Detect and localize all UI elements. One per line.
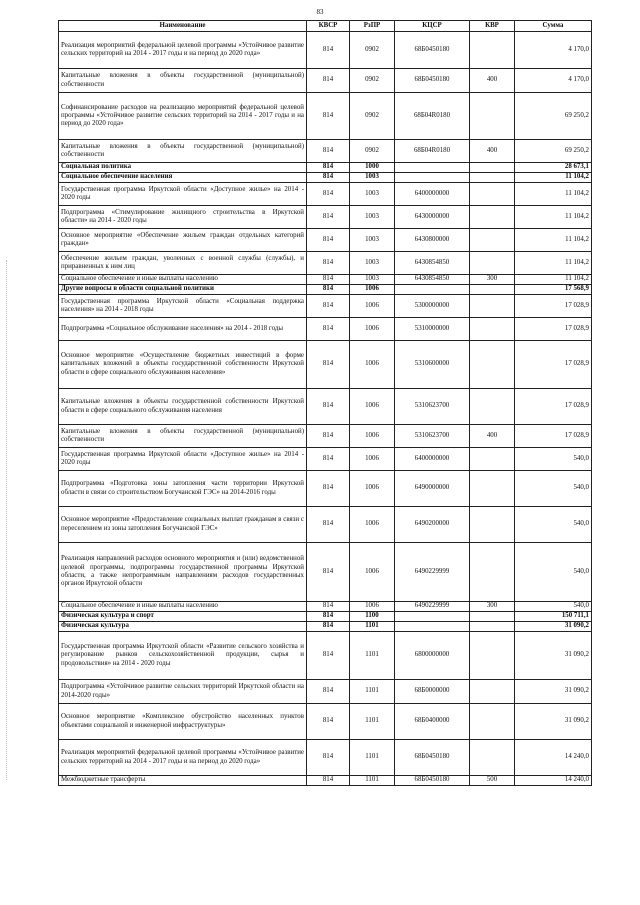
cell-rzpr: 0902 xyxy=(350,32,395,69)
cell-sum: 17 028,9 xyxy=(515,341,592,389)
cell-name: Социальная политика xyxy=(59,163,307,173)
cell-kvsr: 814 xyxy=(307,229,350,252)
cell-name: Капитальные вложения в объекты государственной (муниципальной) собственности xyxy=(59,140,307,163)
cell-kcsr xyxy=(395,163,470,173)
cell-rzpr: 1101 xyxy=(350,680,395,704)
cell-name: Капитальные вложения в объекты государственной (муниципальной) собственности xyxy=(59,425,307,448)
table-row xyxy=(59,448,592,471)
cell-kcsr xyxy=(395,285,470,295)
table-body xyxy=(59,32,592,786)
table-row xyxy=(59,206,592,229)
cell-kcsr: 68Б0450180 xyxy=(395,776,470,786)
cell-sum: 14 240,0 xyxy=(515,740,592,776)
cell-name: Основное мероприятие «Обеспечение жильем граждан отдельных категорий граждан» xyxy=(59,229,307,252)
header-kcsr: КЦСР xyxy=(395,21,470,32)
cell-kvsr: 814 xyxy=(307,252,350,275)
page-number: 83 xyxy=(316,8,324,16)
cell-name: Подпрограмма «Стимулирование жилищного строительства в Иркутской области» на 2014 - 2020 годы xyxy=(59,206,307,229)
cell-kvsr: 814 xyxy=(307,295,350,318)
cell-name: Основное мероприятие «Комплексное обустройство населенных пунктов объектами социальной и инженерной инфраструктуры» xyxy=(59,704,307,740)
cell-sum: 17 028,9 xyxy=(515,318,592,341)
cell-kvr xyxy=(470,285,515,295)
cell-kcsr: 6430854850 xyxy=(395,275,470,285)
table-row xyxy=(59,612,592,622)
cell-sum: 69 250,2 xyxy=(515,140,592,163)
cell-sum: 31 090,2 xyxy=(515,632,592,680)
cell-kvr xyxy=(470,632,515,680)
cell-rzpr: 1003 xyxy=(350,229,395,252)
cell-rzpr: 1003 xyxy=(350,275,395,285)
cell-name: Капитальные вложения в объекты государственной собственности Иркутской области в сфере социального обслуживания населения xyxy=(59,389,307,425)
cell-rzpr: 1003 xyxy=(350,206,395,229)
cell-sum: 28 673,1 xyxy=(515,163,592,173)
cell-kcsr: 6800000000 xyxy=(395,632,470,680)
cell-name: Реализация направлений расходов основного мероприятия и (или) ведомственной целевой программы, подпрограммы государственной программы Иркутской области, а также непрограммным направлениям расходов государственных органов Иркутской области xyxy=(59,543,307,602)
table-row xyxy=(59,295,592,318)
cell-rzpr: 1101 xyxy=(350,622,395,632)
cell-kvsr: 814 xyxy=(307,69,350,93)
cell-kvr: 300 xyxy=(470,602,515,612)
cell-rzpr: 1006 xyxy=(350,295,395,318)
cell-rzpr: 1006 xyxy=(350,507,395,543)
cell-sum: 17 028,9 xyxy=(515,295,592,318)
table-row xyxy=(59,776,592,786)
cell-kcsr: 6400000000 xyxy=(395,448,470,471)
cell-kcsr: 6490229999 xyxy=(395,543,470,602)
cell-name: Обеспечение жильем граждан, уволенных с военной службы (службы), и приравненных к ним лиц xyxy=(59,252,307,275)
cell-rzpr: 1006 xyxy=(350,285,395,295)
table-row xyxy=(59,140,592,163)
cell-sum: 4 170,0 xyxy=(515,32,592,69)
cell-kvsr: 814 xyxy=(307,140,350,163)
table-row xyxy=(59,252,592,275)
cell-kvsr: 814 xyxy=(307,448,350,471)
table-row xyxy=(59,471,592,507)
cell-rzpr: 1003 xyxy=(350,173,395,183)
cell-rzpr: 1100 xyxy=(350,612,395,622)
cell-sum: 14 240,0 xyxy=(515,776,592,786)
margin-scan-artifact xyxy=(6,260,9,780)
cell-kvsr: 814 xyxy=(307,93,350,140)
cell-rzpr: 0902 xyxy=(350,69,395,93)
cell-name: Реализация мероприятий федеральной целевой программы «Устойчивое развитие сельских территорий на 2014 - 2017 годы и на период до 2020 года» xyxy=(59,740,307,776)
table-row xyxy=(59,622,592,632)
table-row xyxy=(59,632,592,680)
cell-sum: 11 104,2 xyxy=(515,206,592,229)
cell-kvsr: 814 xyxy=(307,622,350,632)
cell-kvr xyxy=(470,163,515,173)
cell-kcsr: 6490000000 xyxy=(395,471,470,507)
cell-kvsr: 814 xyxy=(307,680,350,704)
header-kvr: КВР xyxy=(470,21,515,32)
cell-name: Реализация мероприятий федеральной целевой программы «Устойчивое развитие сельских территорий на 2014 - 2017 годы и на период до 2020 года» xyxy=(59,32,307,69)
cell-kcsr: 68Б0450180 xyxy=(395,32,470,69)
cell-kcsr: 6400000000 xyxy=(395,183,470,206)
cell-kvsr: 814 xyxy=(307,275,350,285)
cell-kvsr: 814 xyxy=(307,173,350,183)
cell-kvr xyxy=(470,389,515,425)
cell-sum: 11 104,2 xyxy=(515,173,592,183)
cell-kvsr: 814 xyxy=(307,341,350,389)
cell-kcsr: 5310623700 xyxy=(395,389,470,425)
cell-name: Государственная программа Иркутской области «Доступное жилье» на 2014 - 2020 годы xyxy=(59,448,307,471)
cell-name: Подпрограмма «Устойчивое развитие сельских территорий Иркутской области на 2014-2020 годы» xyxy=(59,680,307,704)
cell-kvsr: 814 xyxy=(307,389,350,425)
cell-kvr xyxy=(470,229,515,252)
cell-kvr xyxy=(470,318,515,341)
cell-sum: 540,0 xyxy=(515,507,592,543)
table-row xyxy=(59,543,592,602)
cell-rzpr: 1006 xyxy=(350,448,395,471)
cell-kvr xyxy=(470,183,515,206)
cell-rzpr: 0902 xyxy=(350,93,395,140)
cell-kcsr: 68Б0450180 xyxy=(395,740,470,776)
cell-kcsr xyxy=(395,173,470,183)
cell-kvsr: 814 xyxy=(307,183,350,206)
cell-kvr xyxy=(470,173,515,183)
cell-kvr xyxy=(470,93,515,140)
cell-kcsr: 6490200000 xyxy=(395,507,470,543)
cell-name: Капитальные вложения в объекты государственной (муниципальной) собственности xyxy=(59,69,307,93)
table-row xyxy=(59,318,592,341)
cell-sum: 17 028,9 xyxy=(515,389,592,425)
table-row xyxy=(59,69,592,93)
cell-sum: 540,0 xyxy=(515,543,592,602)
cell-kvr: 400 xyxy=(470,425,515,448)
cell-sum: 11 104,2 xyxy=(515,275,592,285)
cell-name: Государственная программа Иркутской области «Социальная поддержка населения» на 2014 - 2018 годы xyxy=(59,295,307,318)
cell-kcsr: 5300000000 xyxy=(395,295,470,318)
header-name: Наименование xyxy=(59,21,307,32)
cell-kcsr: 5310600000 xyxy=(395,341,470,389)
cell-kvsr: 814 xyxy=(307,471,350,507)
cell-name: Подпрограмма «Социальное обслуживание населения» на 2014 - 2018 годы xyxy=(59,318,307,341)
table-row xyxy=(59,93,592,140)
cell-kvsr: 814 xyxy=(307,543,350,602)
cell-name: Государственная программа Иркутской области «Развитие сельского хозяйства и регулирование рынков сельскохозяйственной продукции, сырья и продовольствия» на 2014 - 2020 годы xyxy=(59,632,307,680)
cell-kvsr: 814 xyxy=(307,425,350,448)
cell-sum: 31 090,2 xyxy=(515,680,592,704)
cell-rzpr: 1006 xyxy=(350,543,395,602)
cell-rzpr: 1006 xyxy=(350,602,395,612)
table-row xyxy=(59,341,592,389)
cell-kvr: 300 xyxy=(470,275,515,285)
cell-kvr xyxy=(470,206,515,229)
cell-rzpr: 1006 xyxy=(350,341,395,389)
cell-kvsr: 814 xyxy=(307,740,350,776)
cell-rzpr: 1003 xyxy=(350,183,395,206)
cell-name: Основное мероприятие «Предоставление социальных выплат гражданам в связи с переселением из зоны затопления Богучанской ГЭС» xyxy=(59,507,307,543)
table-row xyxy=(59,740,592,776)
cell-name: Основное мероприятие «Осуществление бюджетных инвестиций в форме капитальных вложений в объекты государственной собственности Иркутской области в сфере социального обслуживания населения» xyxy=(59,341,307,389)
cell-kcsr: 6430000000 xyxy=(395,206,470,229)
cell-kvr: 400 xyxy=(470,140,515,163)
cell-rzpr: 1101 xyxy=(350,776,395,786)
cell-rzpr: 1101 xyxy=(350,740,395,776)
cell-kvr xyxy=(470,252,515,275)
cell-name: Социальное обеспечение и иные выплаты населению xyxy=(59,602,307,612)
table-row xyxy=(59,285,592,295)
cell-sum: 69 250,2 xyxy=(515,93,592,140)
cell-kvsr: 814 xyxy=(307,206,350,229)
table-row xyxy=(59,704,592,740)
cell-name: Физическая культура и спорт xyxy=(59,612,307,622)
cell-kvr xyxy=(470,507,515,543)
cell-kvsr: 814 xyxy=(307,507,350,543)
cell-kvsr: 814 xyxy=(307,632,350,680)
table-row xyxy=(59,680,592,704)
cell-sum: 31 090,2 xyxy=(515,704,592,740)
cell-kvsr: 814 xyxy=(307,318,350,341)
table-row xyxy=(59,173,592,183)
table-row xyxy=(59,507,592,543)
cell-sum: 17 028,9 xyxy=(515,425,592,448)
cell-kvr xyxy=(470,448,515,471)
cell-kcsr xyxy=(395,622,470,632)
table-row xyxy=(59,183,592,206)
cell-kvsr: 814 xyxy=(307,612,350,622)
cell-name: Другие вопросы в области социальной политики xyxy=(59,285,307,295)
cell-name: Софинансирование расходов на реализацию мероприятий федеральной целевой программы «Устойчивое развитие сельских территорий на 2014 - 2017 годы и на период до 2020 года» xyxy=(59,93,307,140)
cell-kcsr: 6430854850 xyxy=(395,252,470,275)
cell-rzpr: 1006 xyxy=(350,389,395,425)
cell-sum: 31 090,2 xyxy=(515,622,592,632)
cell-name: Физическая культура xyxy=(59,622,307,632)
cell-kvr xyxy=(470,680,515,704)
cell-kvr xyxy=(470,740,515,776)
cell-kvr: 400 xyxy=(470,69,515,93)
cell-sum: 17 568,9 xyxy=(515,285,592,295)
cell-kvr xyxy=(470,543,515,602)
cell-name: Социальное обеспечение населения xyxy=(59,173,307,183)
cell-rzpr: 1101 xyxy=(350,704,395,740)
cell-kcsr: 68Б0400000 xyxy=(395,704,470,740)
table-row xyxy=(59,163,592,173)
cell-kcsr xyxy=(395,612,470,622)
cell-kvr: 500 xyxy=(470,776,515,786)
cell-rzpr: 1003 xyxy=(350,252,395,275)
cell-kvr xyxy=(470,612,515,622)
cell-sum: 540,0 xyxy=(515,448,592,471)
cell-sum: 150 711,1 xyxy=(515,612,592,622)
cell-kcsr: 68Б04R0180 xyxy=(395,93,470,140)
table-row xyxy=(59,389,592,425)
cell-sum: 11 104,2 xyxy=(515,229,592,252)
cell-kvr xyxy=(470,471,515,507)
cell-rzpr: 0902 xyxy=(350,140,395,163)
table-row xyxy=(59,602,592,612)
cell-kvr xyxy=(470,622,515,632)
cell-rzpr: 1006 xyxy=(350,425,395,448)
cell-rzpr: 1101 xyxy=(350,632,395,680)
cell-sum: 540,0 xyxy=(515,471,592,507)
cell-kcsr: 68Б0450180 xyxy=(395,69,470,93)
cell-name: Межбюджетные трансферты xyxy=(59,776,307,786)
header-rzpr: РзПР xyxy=(350,21,395,32)
cell-kcsr: 5310000000 xyxy=(395,318,470,341)
header-kvsr: КВСР xyxy=(307,21,350,32)
cell-kcsr: 6430800000 xyxy=(395,229,470,252)
cell-rzpr: 1000 xyxy=(350,163,395,173)
cell-kvr xyxy=(470,32,515,69)
table-row xyxy=(59,425,592,448)
cell-name: Государственная программа Иркутской области «Доступное жилье» на 2014 - 2020 годы xyxy=(59,183,307,206)
cell-kcsr: 68Б0000000 xyxy=(395,680,470,704)
cell-kvsr: 814 xyxy=(307,163,350,173)
table-header-row xyxy=(59,21,592,32)
cell-kcsr: 6490229999 xyxy=(395,602,470,612)
cell-kvsr: 814 xyxy=(307,776,350,786)
cell-sum: 4 170,0 xyxy=(515,69,592,93)
cell-kvsr: 814 xyxy=(307,704,350,740)
table-row xyxy=(59,229,592,252)
header-sum: Сумма xyxy=(515,21,592,32)
cell-name: Социальное обеспечение и иные выплаты населению xyxy=(59,275,307,285)
cell-kvsr: 814 xyxy=(307,602,350,612)
cell-kvsr: 814 xyxy=(307,285,350,295)
cell-kvr xyxy=(470,341,515,389)
cell-kvr xyxy=(470,295,515,318)
cell-kvr xyxy=(470,704,515,740)
cell-rzpr: 1006 xyxy=(350,318,395,341)
table-row xyxy=(59,275,592,285)
cell-sum: 11 104,2 xyxy=(515,252,592,275)
cell-rzpr: 1006 xyxy=(350,471,395,507)
cell-kcsr: 5310623700 xyxy=(395,425,470,448)
cell-sum: 540,0 xyxy=(515,602,592,612)
cell-sum: 11 104,2 xyxy=(515,183,592,206)
table-row xyxy=(59,32,592,69)
cell-name: Подпрограмма «Подготовка зоны затопления части территории Иркутской области в связи со строительством Богучанской ГЭС» на 2014-2016 годы xyxy=(59,471,307,507)
cell-kcsr: 68Б04R0180 xyxy=(395,140,470,163)
cell-kvsr: 814 xyxy=(307,32,350,69)
budget-table xyxy=(58,20,592,786)
